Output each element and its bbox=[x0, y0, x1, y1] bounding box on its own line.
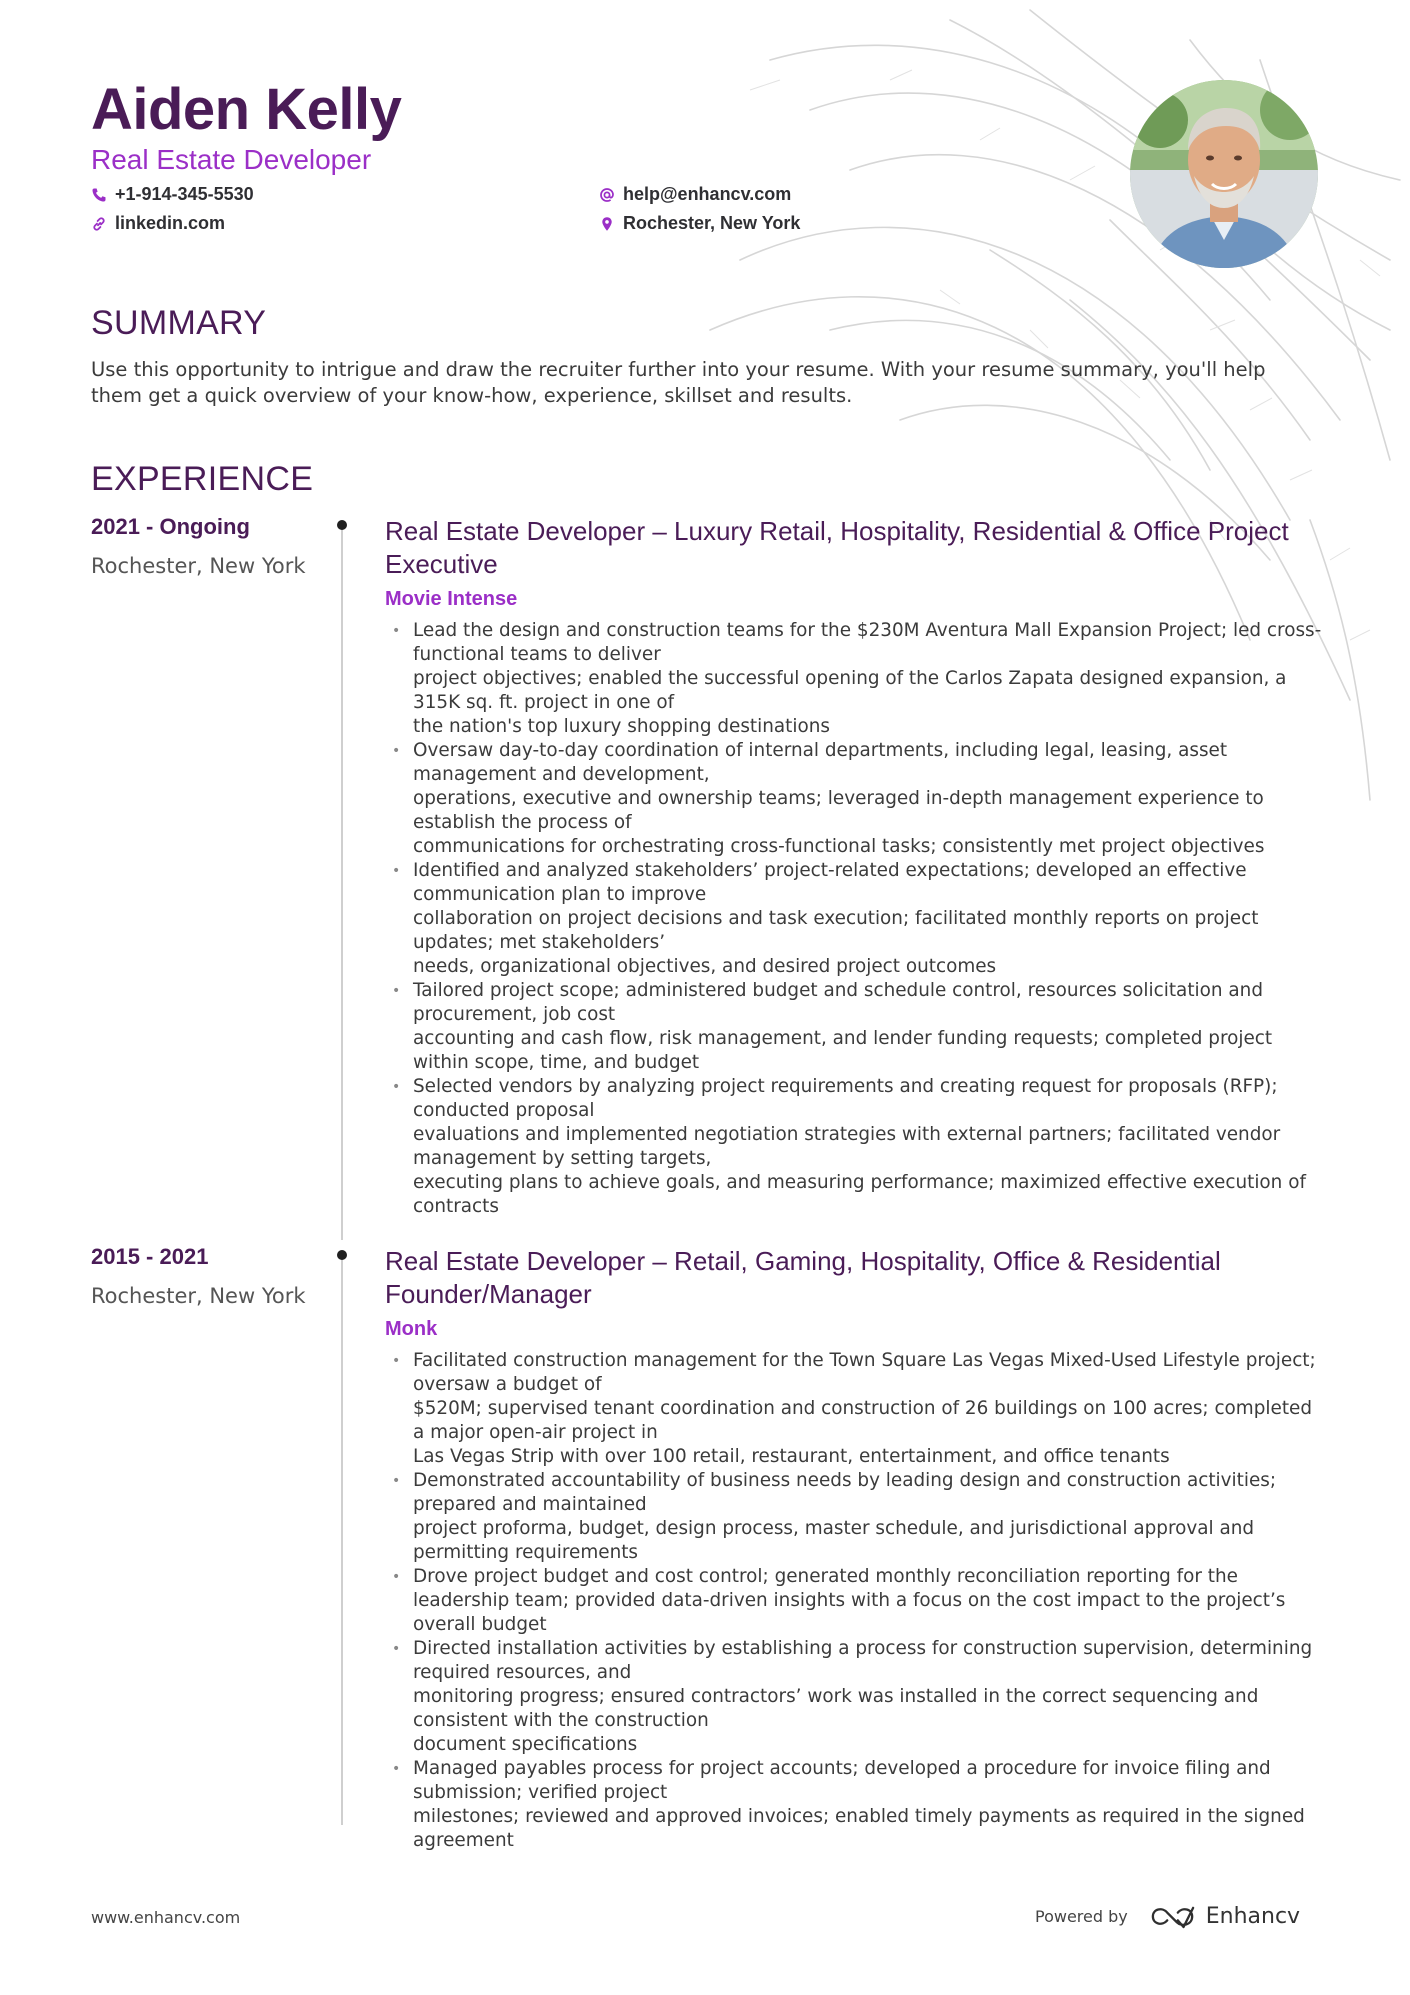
timeline-line-2 bbox=[341, 1252, 343, 1825]
job-bullet: • Managed payables process for project accounts; developed a procedure for invoice filing and submission; verified project milestones; reviewed and approved invoices; enabled timely payments as required in the signed agreement bbox=[385, 1757, 1325, 1853]
job-location: Rochester, New York bbox=[91, 1284, 306, 1308]
summary-heading: SUMMARY bbox=[91, 304, 267, 342]
phone-text: +1-914-345-5530 bbox=[115, 184, 254, 204]
job-dates: 2015 - 2021 bbox=[91, 1244, 209, 1269]
timeline-dot bbox=[337, 520, 347, 530]
phone-icon bbox=[91, 187, 107, 203]
candidate-title: Real Estate Developer bbox=[91, 144, 372, 175]
job-title: Real Estate Developer – Luxury Retail, Hospitality, Residential & Office Project Executive bbox=[385, 516, 1289, 579]
experience-heading: EXPERIENCE bbox=[91, 460, 314, 498]
email-contact[interactable] bbox=[599, 184, 791, 205]
at-sign-icon bbox=[599, 187, 615, 203]
job-location: Rochester, New York bbox=[91, 554, 306, 578]
job-bullet: • Facilitated construction management for the Town Square Las Vegas Mixed-Used Lifestyle project; oversaw a budget of $520M; supervised tenant coordination and construction of 26 buildings on 100 acres; completed a major open-air project in Las Vegas Strip with over 100 retail, restaurant, entertainment, and office tenants bbox=[385, 1349, 1325, 1469]
linkedin-contact[interactable] bbox=[91, 213, 225, 234]
job-bullet: • Selected vendors by analyzing project requirements and creating request for proposals (RFP); conducted proposal evaluations and implemented negotiation strategies with external partners; facilitated vendor management by setting targets, executing plans to achieve goals, and measuring performance; maximized effective execution of contracts bbox=[385, 1075, 1325, 1219]
candidate-name: Aiden Kelly bbox=[91, 77, 402, 142]
job-bullet: • Tailored project scope; administered budget and schedule control, resources solicitation and procurement, job cost accounting and cash flow, risk management, and lender funding requests; completed project within scope, time, and budget bbox=[385, 979, 1325, 1075]
job-bullet: • Oversaw day-to-day coordination of internal departments, including legal, leasing, asset management and development, operations, executive and ownership teams; leveraged in-depth management experience to establish the process of communications for orchestrating cross-functional tasks; consistently met project objectives bbox=[385, 739, 1325, 859]
timeline-line-1 bbox=[341, 522, 343, 1240]
job-bullet: • Identified and analyzed stakeholders’ project-related expectations; developed an effective communication plan to improve collaboration on project decisions and task execution; facilitated monthly reports on project updates; met stakeholders’ needs, organizational objectives, and desired project outcomes bbox=[385, 859, 1325, 979]
brand-name: Enhancv bbox=[1205, 1904, 1301, 1929]
location-contact bbox=[599, 213, 800, 234]
location-text: Rochester, New York bbox=[623, 213, 801, 233]
job-bullets bbox=[385, 1349, 1325, 1853]
timeline-dot bbox=[337, 1250, 347, 1260]
job-dates: 2021 - Ongoing bbox=[91, 514, 250, 539]
email-text: help@enhancv.com bbox=[623, 184, 792, 204]
enhancv-brand[interactable] bbox=[1150, 1904, 1300, 1929]
job-bullet: • Lead the design and construction teams for the $230M Aventura Mall Expansion Project; led cross-functional teams to deliver project objectives; enabled the successful opening of the Carlos Zapata designed expansion, a 315K sq. ft. project in one of the nation's top luxury shopping destinations bbox=[385, 619, 1325, 739]
summary-text: Use this opportunity to intrigue and draw the recruiter further into your resume. With your resume summary, you'll help them get a quick overview of your know-how, experience, skillset and results. bbox=[91, 358, 1266, 407]
linkedin-text: linkedin.com bbox=[115, 213, 226, 233]
location-pin-icon bbox=[599, 216, 615, 232]
job-bullet: • Directed installation activities by establishing a process for construction supervision, determining required resources, and monitoring progress; ensured contractors’ work was installed in the correct sequencing and consistent with the construction document specifications bbox=[385, 1637, 1325, 1757]
job-title: Real Estate Developer – Retail, Gaming, Hospitality, Office & Residential Founder/Manager bbox=[385, 1246, 1221, 1309]
job-bullets bbox=[385, 619, 1325, 1219]
footer-website-link[interactable]: www.enhancv.com bbox=[91, 1908, 241, 1927]
footer-branding bbox=[1035, 1904, 1300, 1929]
profile-photo bbox=[1130, 80, 1318, 268]
job-bullet: • Drove project budget and cost control; generated monthly reconciliation reporting for the leadership team; provided data-driven insights with a focus on the cost impact to the project’s overall budget bbox=[385, 1565, 1325, 1637]
link-icon bbox=[91, 216, 107, 232]
company-name: Monk bbox=[385, 1318, 438, 1340]
company-name: Movie Intense bbox=[385, 588, 518, 610]
enhancv-logo-icon bbox=[1150, 1904, 1196, 1929]
job-bullet: • Demonstrated accountability of business needs by leading design and construction activities; prepared and maintained project proforma, budget, design process, master schedule, and jurisdictional approval and permitting requirements bbox=[385, 1469, 1325, 1565]
powered-by-label: Powered by bbox=[1035, 1907, 1128, 1926]
phone-contact[interactable] bbox=[91, 184, 254, 205]
